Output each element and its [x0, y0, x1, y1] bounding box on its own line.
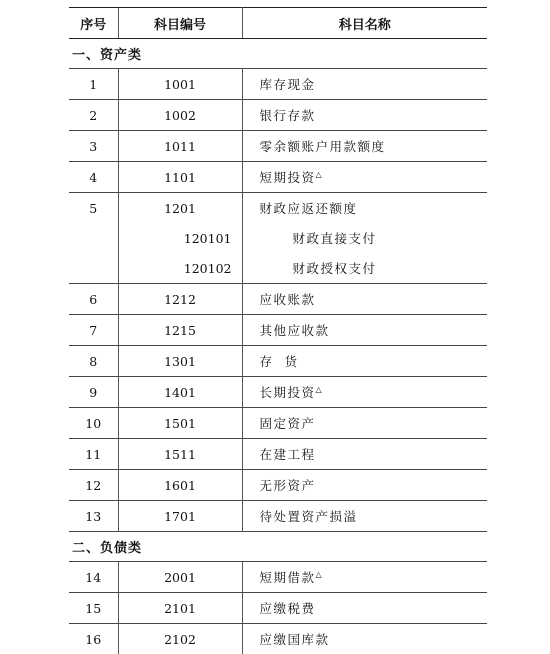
table-row: [69, 624, 487, 654]
row-seq: 15: [69, 593, 118, 624]
accounts-table: [69, 7, 487, 654]
row-seq: 1: [69, 69, 118, 100]
row-code: 1002: [118, 100, 242, 131]
row-seq: [69, 253, 118, 284]
row-name: 固定资产: [242, 408, 487, 439]
row-code: 1001: [118, 69, 242, 100]
table-row: [69, 408, 487, 439]
row-name: 银行存款: [242, 100, 487, 131]
row-code: 1401: [118, 377, 242, 408]
table-row: [69, 501, 487, 532]
row-code: 1101: [118, 162, 242, 193]
table-row: [69, 193, 487, 224]
row-seq: [69, 223, 118, 253]
row-name: 财政应返还额度: [242, 193, 487, 224]
row-name: 财政授权支付: [242, 253, 487, 284]
section-title: 一、资产类: [69, 39, 487, 69]
row-name: 短期借款△: [242, 562, 487, 593]
row-code: 1201: [118, 193, 242, 224]
accounts-table-document: [69, 7, 487, 654]
row-seq: 5: [69, 193, 118, 224]
row-seq: 13: [69, 501, 118, 532]
row-name: 应收账款: [242, 284, 487, 315]
header-name: 科目名称: [242, 8, 487, 39]
row-seq: 2: [69, 100, 118, 131]
table-subrow: [69, 223, 487, 253]
row-code: 1601: [118, 470, 242, 501]
table-row: [69, 346, 487, 377]
section-row-liabilities: [69, 532, 487, 562]
row-seq: 11: [69, 439, 118, 470]
row-code: 1212: [118, 284, 242, 315]
row-code: 1301: [118, 346, 242, 377]
row-code: 1701: [118, 501, 242, 532]
table-row: [69, 377, 487, 408]
table-header-row: [69, 8, 487, 39]
row-code: 1011: [118, 131, 242, 162]
row-name: 存 货: [242, 346, 487, 377]
row-seq: 9: [69, 377, 118, 408]
table-row: [69, 439, 487, 470]
row-code: 2001: [118, 562, 242, 593]
section-title: 二、负债类: [69, 532, 487, 562]
header-code: 科目编号: [118, 8, 242, 39]
row-name: 在建工程: [242, 439, 487, 470]
row-name: 应缴税费: [242, 593, 487, 624]
row-code: 2102: [118, 624, 242, 654]
row-seq: 4: [69, 162, 118, 193]
section-row-assets: [69, 39, 487, 69]
row-code: 1215: [118, 315, 242, 346]
row-code: 120101: [118, 223, 242, 253]
header-seq: 序号: [69, 8, 118, 39]
row-name: 库存现金: [242, 69, 487, 100]
row-code: 2101: [118, 593, 242, 624]
row-name: 财政直接支付: [242, 223, 487, 253]
row-seq: 3: [69, 131, 118, 162]
table-row: [69, 470, 487, 501]
table-row: [69, 284, 487, 315]
table-subrow: [69, 253, 487, 284]
table-row: [69, 562, 487, 593]
row-code: 120102: [118, 253, 242, 284]
table-row: [69, 162, 487, 193]
table-row: [69, 315, 487, 346]
row-name: 短期投资△: [242, 162, 487, 193]
row-name: 其他应收款: [242, 315, 487, 346]
row-seq: 10: [69, 408, 118, 439]
row-code: 1511: [118, 439, 242, 470]
row-seq: 8: [69, 346, 118, 377]
row-name: 零余额账户用款额度: [242, 131, 487, 162]
table-row: [69, 593, 487, 624]
row-name: 应缴国库款: [242, 624, 487, 654]
row-seq: 7: [69, 315, 118, 346]
row-seq: 6: [69, 284, 118, 315]
row-seq: 12: [69, 470, 118, 501]
row-code: 1501: [118, 408, 242, 439]
table-row: [69, 131, 487, 162]
row-name: 待处置资产损溢: [242, 501, 487, 532]
row-seq: 14: [69, 562, 118, 593]
table-row: [69, 100, 487, 131]
row-name: 长期投资△: [242, 377, 487, 408]
row-name: 无形资产: [242, 470, 487, 501]
table-row: [69, 69, 487, 100]
row-seq: 16: [69, 624, 118, 654]
